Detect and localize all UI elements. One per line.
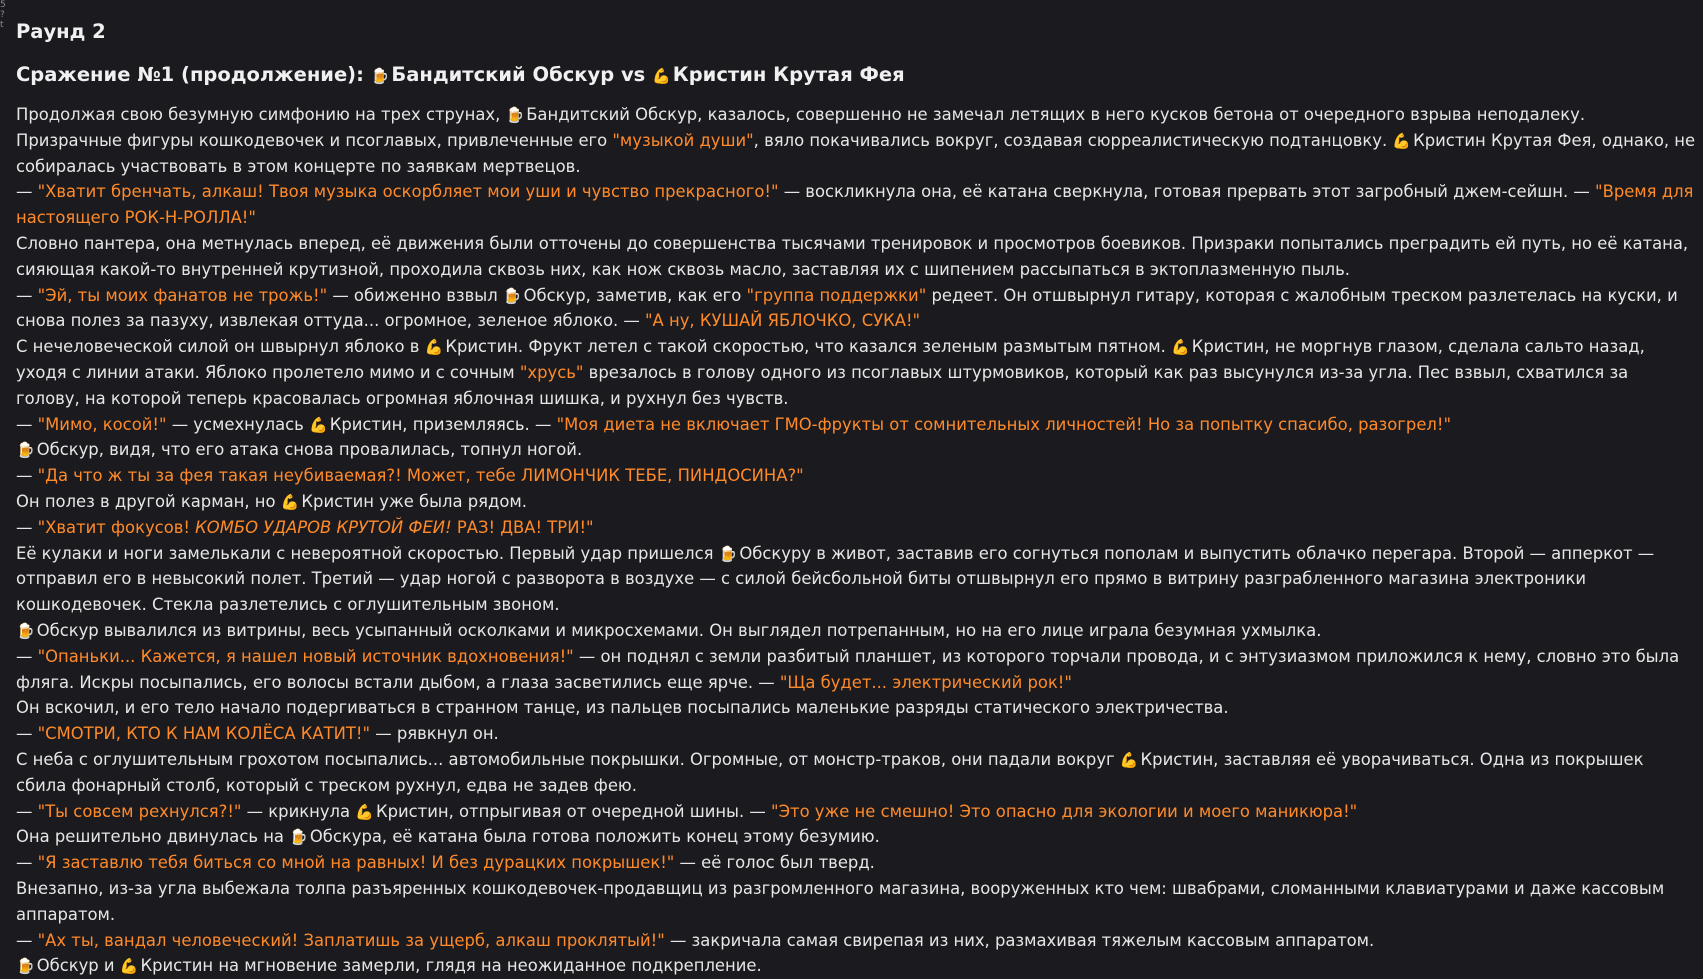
dialogue-quote: "группа поддержки" [746, 285, 927, 305]
dialogue-quote-emphasis: КОМБО УДАРОВ КРУТОЙ ФЕИ! [195, 517, 452, 537]
beer-mug-icon: 🍺 [16, 441, 35, 460]
story-paragraph [16, 231, 1696, 283]
story-paragraph [16, 928, 1696, 954]
narration-text: врезалось в голову одного из псоглавых штурмовиков, который как раз высунулся из-за угла. Пес взвыл, схватился за голову, на которой теперь красовалась огромная яблочная шишка, и рухнул без чувств. [16, 362, 1629, 408]
narration-text: Он вскочил, и его тело начало подергиваться в странном танце, из пальцев посыпались маленькие разряды статического электричества. [16, 698, 1229, 718]
beer-mug-icon: 🍺 [16, 957, 35, 976]
flexed-biceps-icon: 💪 [355, 802, 374, 821]
fighter1-name: Бандитский Обскур [391, 63, 615, 86]
narration-text: Бандитский Обскур, казалось, совершенно не замечал летящих в него кусков бетона от очередного взрыва неподалеку. Призрачные фигуры кошкодевочек и псоглавых, привлеченные его [16, 105, 1586, 150]
narration-text: — [16, 930, 38, 950]
story-paragraph [16, 541, 1696, 618]
dialogue-quote: РАЗ! ДВА! ТРИ!" [451, 517, 594, 537]
edge-mark: t [0, 20, 4, 30]
narration-text: редеет. Он отшвырнул гитару, которая с жалобным треском разлетелась на куски, и снова полез за пазуху, извлекая оттуда... огромное, зеленое яблоко. — [16, 285, 1678, 331]
dialogue-quote: "Эй, ты моих фанатов не трожь!" [37, 285, 328, 305]
story-paragraph [16, 850, 1696, 876]
beer-mug-icon: 🍺 [16, 621, 35, 640]
narration-text: — крикнула [241, 801, 356, 821]
narration-text: Кристин, не моргнув глазом, сделала сальто назад, уходя с линии атаки. Яблоко пролетело мимо и с сочным [16, 337, 1645, 382]
story-paragraph [16, 102, 1696, 179]
story-paragraph [16, 489, 1696, 515]
dialogue-quote: "Мимо, косой!" [37, 414, 167, 434]
narration-text: Кристин, приземляясь. — [329, 414, 557, 434]
narration-text: — [16, 517, 38, 537]
narration-text: Продолжая свою безумную симфонию на трех струнах, [16, 105, 506, 124]
narration-text: Её кулаки и ноги замелькали с невероятной скоростью. Первый удар пришелся [16, 543, 719, 563]
narration-text: Кристин. Фрукт летел с такой скоростью, что казался зеленым размытым пятном. [445, 337, 1172, 357]
round-title: Раунд 2 [16, 20, 106, 43]
story-paragraph [16, 644, 1696, 696]
narration-text: — [16, 414, 38, 434]
story-paragraph [16, 721, 1696, 747]
dialogue-quote: "Ах ты, вандал человеческий! Заплатишь за ущерб, алкаш проклятый!" [37, 930, 665, 950]
story-paragraph [16, 437, 1696, 463]
narration-text: Она решительно двинулась на [16, 827, 290, 847]
beer-mug-icon: 🍺 [370, 67, 390, 85]
flexed-biceps-icon: 💪 [1119, 750, 1139, 769]
narration-text: Обскура, её катана была готова положить конец этому безумию. [309, 827, 880, 847]
dialogue-quote: "Да что ж ты за фея такая неубиваемая?! Может, тебе ЛИМОНЧИК ТЕБЕ, ПИНДОСИНА?" [37, 466, 804, 486]
narration-text: — [16, 853, 38, 873]
narration-text: Обскур вывалился из витрины, весь усыпанный осколками и микросхемами. Он выглядел потрепанным, но на его лице играла безумная ухмылка. [36, 620, 1322, 640]
narration-text: — он поднял с земли разбитый планшет, из которого торчали провода, и с энтузиазмом приложился к нему, словно это была фляга. Искры посыпались, его волосы встали дыбом, а глаза засветились еще ярче. — [16, 646, 1680, 692]
narration-text: Кристин уже была рядом. [301, 491, 527, 511]
narration-text: С неба с оглушительным грохотом посыпались... автомобильные покрышки. Огромные, от монстр-траков, они падали вокруг [16, 749, 1120, 769]
dialogue-quote: "Ща будет... электрический рок!" [779, 672, 1072, 692]
narration-text: , вяло покачивались вокруг, создавая сюрреалистическую подтанцовку. [753, 130, 1393, 150]
story-paragraph [16, 463, 1696, 489]
dialogue-quote: "Я заставлю тебя биться со мной на равных! И без дурацких покрышек!" [37, 853, 675, 873]
narration-text: — усмехнулась [166, 414, 309, 434]
narration-text: — [16, 285, 38, 305]
narration-text: — обиженно взвыл [327, 285, 503, 305]
dialogue-quote: "Это уже не смешно! Это опасно для экологии и моего маникюра!" [771, 801, 1358, 821]
story-paragraph [16, 799, 1696, 825]
dialogue-quote: "Время для настоящего РОК-Н-РОЛЛА!" [16, 182, 1694, 228]
story-paragraph [16, 412, 1696, 438]
narration-text: — закричала самая свирепая из них, размахивая тяжелым кассовым аппаратом. [664, 930, 1375, 950]
dialogue-quote: "Хватит фокусов! [37, 517, 196, 537]
narration-text: С нечеловеческой силой он швырнул яблоко в [16, 337, 425, 357]
narration-text: — [16, 724, 38, 744]
story-paragraph [16, 515, 1696, 541]
versus-label: vs [620, 63, 646, 86]
narration-text: — воскликнула она, её катана сверкнула, готовая прервать этот загробный джем-сейшн. — [778, 182, 1596, 202]
dialogue-quote: "Ты совсем рехнулся?!" [37, 801, 242, 821]
flexed-biceps-icon: 💪 [119, 957, 139, 976]
narration-text: Обскур, видя, что его атака снова провалилась, топнул ногой. [36, 440, 583, 460]
narration-text: Внезапно, из-за угла выбежала толпа разъяренных кошкодевочек-продавщиц из разгромленного магазина, вооруженных кто чем: швабрами, сломанными клавиатурами и даже кассовым аппаратом. [16, 878, 1665, 924]
narration-text: — [16, 182, 38, 202]
narration-text: Кристин, заставляя её уворачиваться. Одна из покрышек сбила фонарный столб, который с треском рухнул, едва не задев фею. [16, 749, 1644, 795]
flexed-biceps-icon: 💪 [424, 338, 444, 357]
message-content [16, 16, 1696, 979]
story-paragraph [16, 695, 1696, 721]
narration-text: Обскуру в живот, заставив его согнуться пополам и выпустить облачко перегара. Второй — апперкот — отправил его в невысокий полет. Третий — удар ногой с разворота в воздухе — с силой бейсбольной биты отшвырнул его прямо в витрину разграбленного магазина электроники кошкодевочек. Стекла разлетелись с оглушительным звоном. [16, 543, 1655, 615]
dialogue-quote: "Опаньки... Кажется, я нашел новый источник вдохновения!" [37, 646, 574, 666]
narration-text: — её голос был тверд. [674, 853, 875, 873]
flexed-biceps-icon: 💪 [1171, 338, 1190, 357]
beer-mug-icon: 🍺 [289, 828, 308, 847]
flexed-biceps-icon: 💪 [652, 67, 671, 85]
beer-mug-icon: 🍺 [505, 106, 525, 124]
flexed-biceps-icon: 💪 [309, 415, 328, 434]
story-paragraph [16, 747, 1696, 799]
narration-text: Кристин Крутая Фея, однако, не собиралась участвовать в этом концерте по заявкам мертвецов. [16, 130, 1696, 176]
story-body [16, 102, 1696, 979]
dialogue-quote: "хрусь" [519, 362, 584, 382]
narration-text: — [16, 646, 38, 666]
story-paragraph [16, 953, 1696, 979]
edge-mark: ? [0, 10, 5, 20]
story-paragraph [16, 876, 1696, 928]
beer-mug-icon: 🍺 [502, 286, 522, 305]
dialogue-quote: "А ну, КУШАЙ ЯБЛОЧКО, СУКА!" [645, 311, 921, 331]
narration-text: — [16, 801, 38, 821]
beer-mug-icon: 🍺 [718, 544, 738, 563]
edge-mark: 5 [0, 0, 6, 10]
flexed-biceps-icon: 💪 [1392, 131, 1412, 150]
narration-text: Обскур и [36, 956, 120, 976]
battle-prefix: Сражение №1 (продолжение): [16, 63, 364, 86]
story-paragraph [16, 618, 1696, 644]
story-paragraph [16, 824, 1696, 850]
narration-text: Словно пантера, она метнулась вперед, её движения были отточены до совершенства тысячами тренировок и просмотров боевиков. Призраки попытались преградить ей путь, но её катана, сияющая какой-то внутренней крутизной, проходила сквозь них, как нож сквозь масло, заставляя их с шипением рассыпаться в эктоплазменную пыль. [16, 233, 1689, 279]
narration-text: Кристин на мгновение замерли, глядя на неожиданное подкрепление. [140, 956, 762, 976]
dialogue-quote: "Моя диета не включает ГМО-фрукты от сомнительных личностей! Но за попытку спасибо, разогрел!" [556, 414, 1451, 434]
edge-marks [0, 0, 10, 30]
dialogue-quote: "музыкой души" [612, 130, 754, 150]
story-paragraph [16, 179, 1696, 231]
battle-title [16, 59, 1696, 91]
fighter2-name: Кристин Крутая Фея [672, 63, 905, 86]
flexed-biceps-icon: 💪 [280, 492, 300, 511]
narration-text: Он полез в другой карман, но [16, 491, 281, 511]
dialogue-quote: "СМОТРИ, КТО К НАМ КОЛЁСА КАТИТ!" [37, 724, 371, 744]
story-paragraph [16, 334, 1696, 411]
narration-text: Обскур, заметив, как его [523, 285, 747, 305]
narration-text: Кристин, отпрыгивая от очередной шины. — [375, 801, 772, 821]
narration-text: — рявкнул он. [370, 724, 499, 744]
narration-text: — [16, 466, 38, 486]
story-paragraph [16, 283, 1696, 335]
dialogue-quote: "Хватит бренчать, алкаш! Твоя музыка оскорбляет мои уши и чувство прекрасного!" [37, 182, 779, 202]
